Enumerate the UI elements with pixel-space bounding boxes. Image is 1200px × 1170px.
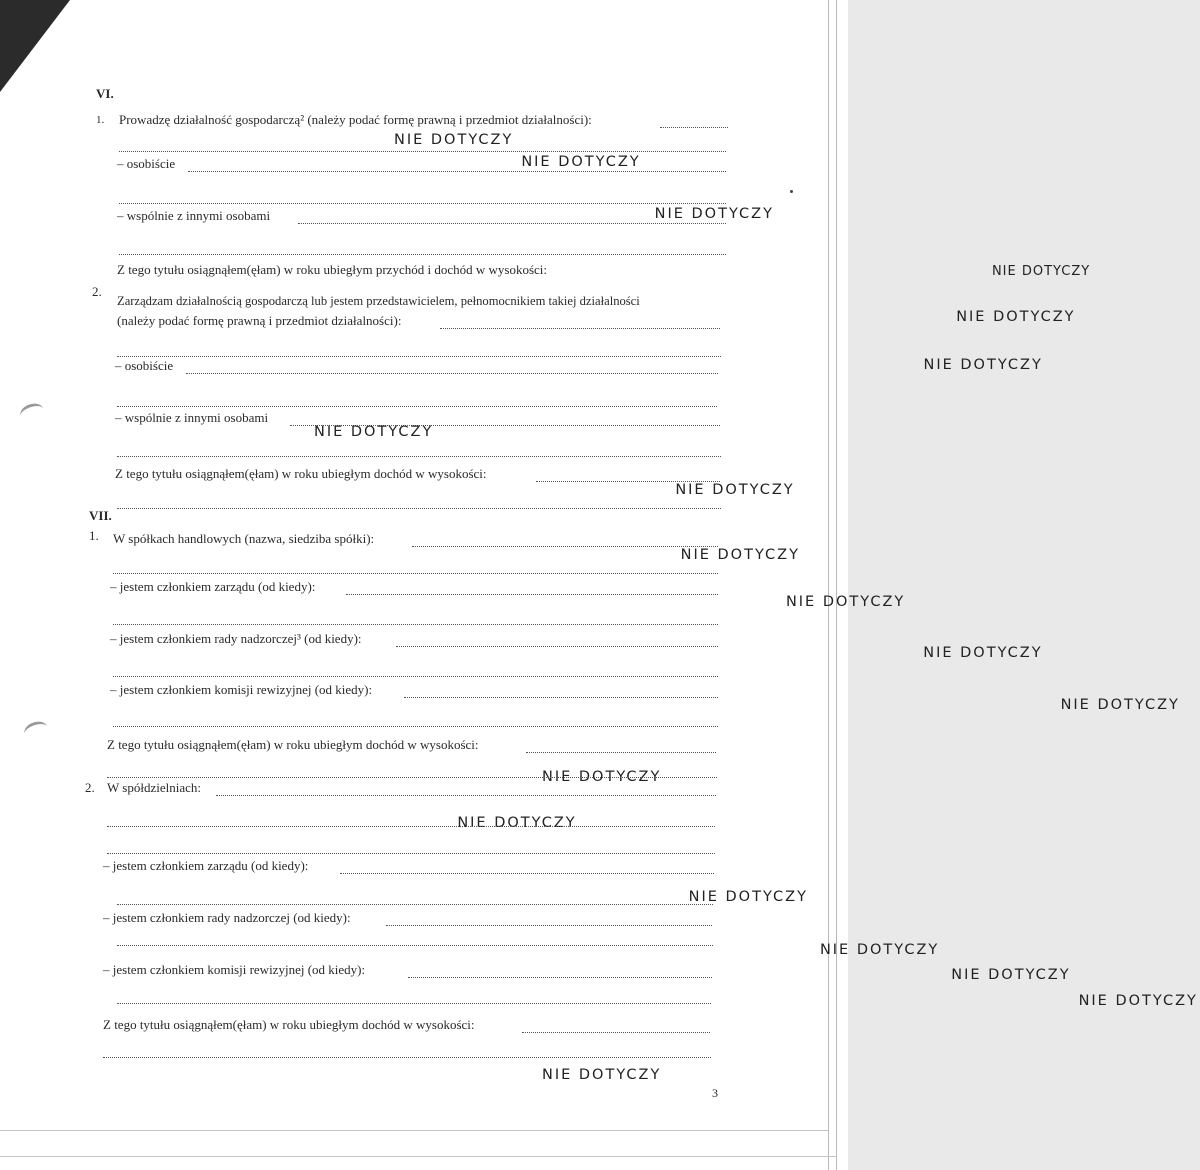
handwritten-answer: NIE DOTYCZY xyxy=(951,967,1071,983)
fill-line xyxy=(119,203,726,204)
page-edge-line xyxy=(0,1156,836,1157)
fill-line xyxy=(660,127,728,128)
fill-line xyxy=(119,151,726,152)
vii1-zarzad-label: – jestem członkiem zarządu (od kiedy): xyxy=(110,579,316,594)
page-edge-line xyxy=(828,0,829,1170)
vii2-income-label: Z tego tytułu osiągnąłem(ęłam) w roku ubiegłym dochód w wysokości: xyxy=(103,1017,475,1032)
fill-line xyxy=(188,171,726,172)
fill-line xyxy=(522,1032,710,1033)
fill-line xyxy=(526,752,716,753)
fill-line xyxy=(119,254,726,255)
fill-line xyxy=(117,1003,711,1004)
fill-line xyxy=(107,853,715,854)
section-vi-item1-text: Prowadzę działalność gospodarczą² (należy podać formę prawną i przedmiot działalności): xyxy=(119,112,592,127)
fill-line xyxy=(107,826,715,827)
punch-hole-mark xyxy=(22,719,50,743)
handwritten-answer: NIE DOTYCZY xyxy=(542,1067,662,1083)
handwritten-answer: NIE DOTYCZY xyxy=(654,206,774,222)
vii2-komisja-label: – jestem członkiem komisji rewizyjnej (od kiedy): xyxy=(103,962,366,977)
fill-line xyxy=(113,624,718,625)
fill-line xyxy=(113,726,718,727)
vi1-osobiscie-label: – osobiście xyxy=(117,156,176,171)
fill-line xyxy=(113,676,718,677)
fill-line xyxy=(440,328,720,329)
scan-speck xyxy=(790,190,793,193)
fill-line xyxy=(386,925,712,926)
fill-line xyxy=(117,456,721,457)
handwritten-answer: NIE DOTYCZY xyxy=(680,547,800,563)
fill-line xyxy=(396,646,718,647)
fill-line xyxy=(408,977,712,978)
vii1-rada-label: – jestem członkiem rady nadzorczej³ (od kiedy): xyxy=(110,631,362,646)
handwritten-answer: NIE DOTYCZY xyxy=(923,357,1043,373)
section-vi-item2-number: 2. xyxy=(92,284,102,299)
vi2-income-label: Z tego tytułu osiągnąłem(ęłam) w roku ubiegłym dochód w wysokości: xyxy=(115,466,487,481)
handwritten-answer: NIE DOTYCZY xyxy=(314,424,434,440)
vi2-osobiscie-label: – osobiście xyxy=(115,358,174,373)
fill-line xyxy=(186,373,718,374)
vi1-income-label: Z tego tytułu osiągnąłem(ęłam) w roku ubiegłym przychód i dochód w wysokości: xyxy=(117,262,547,277)
section-vi-item2-text-b: (należy podać formę prawną i przedmiot działalności): xyxy=(117,313,402,328)
handwritten-answer: NIE DOTYCZY xyxy=(956,309,1076,325)
fill-line xyxy=(107,777,717,778)
handwritten-answer: NIE DOTYCZY xyxy=(521,154,641,170)
handwritten-answer: NIE DOTYCZY xyxy=(819,942,940,958)
page-edge-line xyxy=(0,1130,828,1131)
handwritten-answer: NIE DOTYCZY xyxy=(394,132,514,148)
section-vi-item2-text: Zarządzam działalnością gospodarczą lub jestem przedstawicielem, pełnomocnikiem takiej działalności xyxy=(117,294,640,308)
section-vii-item2-number: 2. xyxy=(85,780,95,795)
vi1-wspolnie-label: – wspólnie z innymi osobami xyxy=(117,208,271,223)
punch-hole-mark xyxy=(18,401,46,425)
section-vii-heading: VII. xyxy=(89,508,112,523)
section-vii-item1-number: 1. xyxy=(89,528,99,543)
vi2-wspolnie-label: – wspólnie z innymi osobami xyxy=(115,410,269,425)
fill-line xyxy=(412,546,718,547)
handwritten-answer: NIE DOTYCZY xyxy=(991,264,1091,279)
handwritten-answer: NIE DOTYCZY xyxy=(1078,993,1198,1009)
handwritten-answer: NIE DOTYCZY xyxy=(785,594,906,610)
section-vi-item1-number: 1. xyxy=(96,114,105,126)
handwritten-answer: NIE DOTYCZY xyxy=(923,645,1043,661)
handwritten-answer: NIE DOTYCZY xyxy=(688,889,808,905)
handwritten-answer: NIE DOTYCZY xyxy=(457,815,577,831)
handwritten-answer: NIE DOTYCZY xyxy=(1060,697,1180,713)
fill-line xyxy=(103,1057,711,1058)
vii2-rada-label: – jestem członkiem rady nadzorczej (od kiedy): xyxy=(103,910,351,925)
section-vii-item1-text: W spółkach handlowych (nazwa, siedziba spółki): xyxy=(113,531,375,546)
fill-line xyxy=(340,873,714,874)
fill-line xyxy=(404,697,718,698)
fill-line xyxy=(298,223,726,224)
page-number: 3 xyxy=(712,1086,718,1100)
fill-line xyxy=(346,594,718,595)
fill-line xyxy=(117,904,713,905)
fill-line xyxy=(117,406,717,407)
page-edge-line xyxy=(836,0,837,1170)
scan-dark-corner xyxy=(0,0,70,92)
fill-line xyxy=(117,508,721,509)
section-vi-heading: VI. xyxy=(96,86,114,101)
handwritten-answer: NIE DOTYCZY xyxy=(542,769,662,785)
section-vii-item2-text: W spółdzielniach: xyxy=(107,780,201,795)
fill-line xyxy=(113,573,718,574)
vii1-income-label: Z tego tytułu osiągnąłem(ęłam) w roku ubiegłym dochód w wysokości: xyxy=(107,737,479,752)
vii1-komisja-label: – jestem członkiem komisji rewizyjnej (od kiedy): xyxy=(110,682,373,697)
handwritten-answer: NIE DOTYCZY xyxy=(675,482,795,498)
fill-line xyxy=(117,356,721,357)
fill-line xyxy=(216,795,716,796)
fill-line xyxy=(117,945,713,946)
vii2-zarzad-label: – jestem członkiem zarządu (od kiedy): xyxy=(103,858,309,873)
